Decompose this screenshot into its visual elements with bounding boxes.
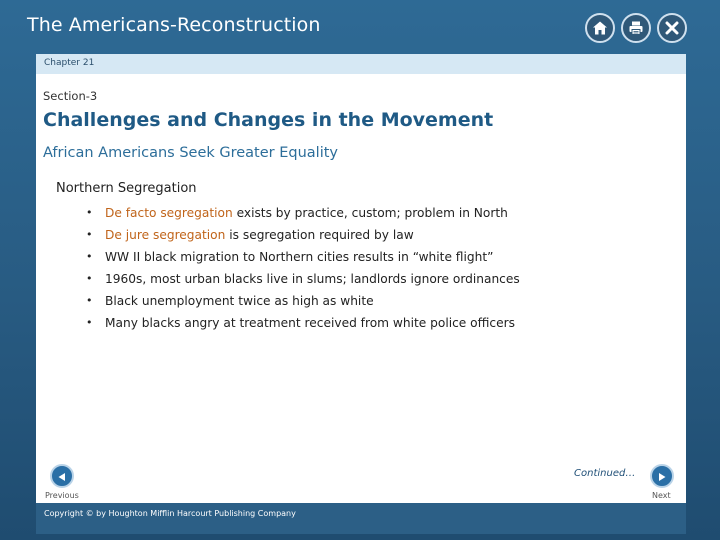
bullet-icon: • (86, 206, 93, 219)
close-icon (665, 21, 679, 35)
bullet-list (86, 202, 520, 334)
page-title: Challenges and Changes in the Movement (43, 109, 494, 131)
print-button[interactable] (621, 13, 651, 43)
chapter-bar (36, 54, 686, 74)
printer-icon (628, 20, 644, 36)
list-item: • De facto segregation exists by practice, custom; problem in North (86, 202, 520, 224)
copyright-text: Copyright © by Houghton Mifflin Harcourt Publishing Company (44, 509, 296, 518)
subheading: African Americans Seek Greater Equality (43, 145, 338, 161)
home-icon (592, 20, 608, 36)
slide-panel (36, 54, 686, 534)
close-button[interactable] (657, 13, 687, 43)
arrow-right-icon (657, 467, 667, 486)
footer-bar (36, 503, 686, 534)
previous-button[interactable] (50, 464, 74, 488)
topic-title: Northern Segregation (56, 181, 197, 196)
bullet-icon: • (86, 272, 93, 285)
list-item: • Many blacks angry at treatment received from white police officers (86, 312, 520, 334)
bullet-icon: • (86, 250, 93, 263)
previous-label[interactable]: Previous (45, 491, 79, 500)
next-button[interactable] (650, 464, 674, 488)
window-title: The Americans-Reconstruction (27, 14, 321, 36)
list-item: • 1960s, most urban blacks live in slums; landlords ignore ordinances (86, 268, 520, 290)
bullet-icon: • (86, 228, 93, 241)
bullet-icon: • (86, 294, 93, 307)
list-item: • WW II black migration to Northern cities results in “white flight” (86, 246, 520, 268)
section-label: Section-3 (43, 89, 98, 103)
arrow-left-icon (57, 467, 67, 486)
list-item: • De jure segregation is segregation required by law (86, 224, 520, 246)
bullet-icon: • (86, 316, 93, 329)
next-label[interactable]: Next (652, 491, 671, 500)
chapter-label: Chapter 21 (44, 58, 95, 68)
continued-label: Continued… (574, 468, 636, 479)
home-button[interactable] (585, 13, 615, 43)
list-item: • Black unemployment twice as high as white (86, 290, 520, 312)
